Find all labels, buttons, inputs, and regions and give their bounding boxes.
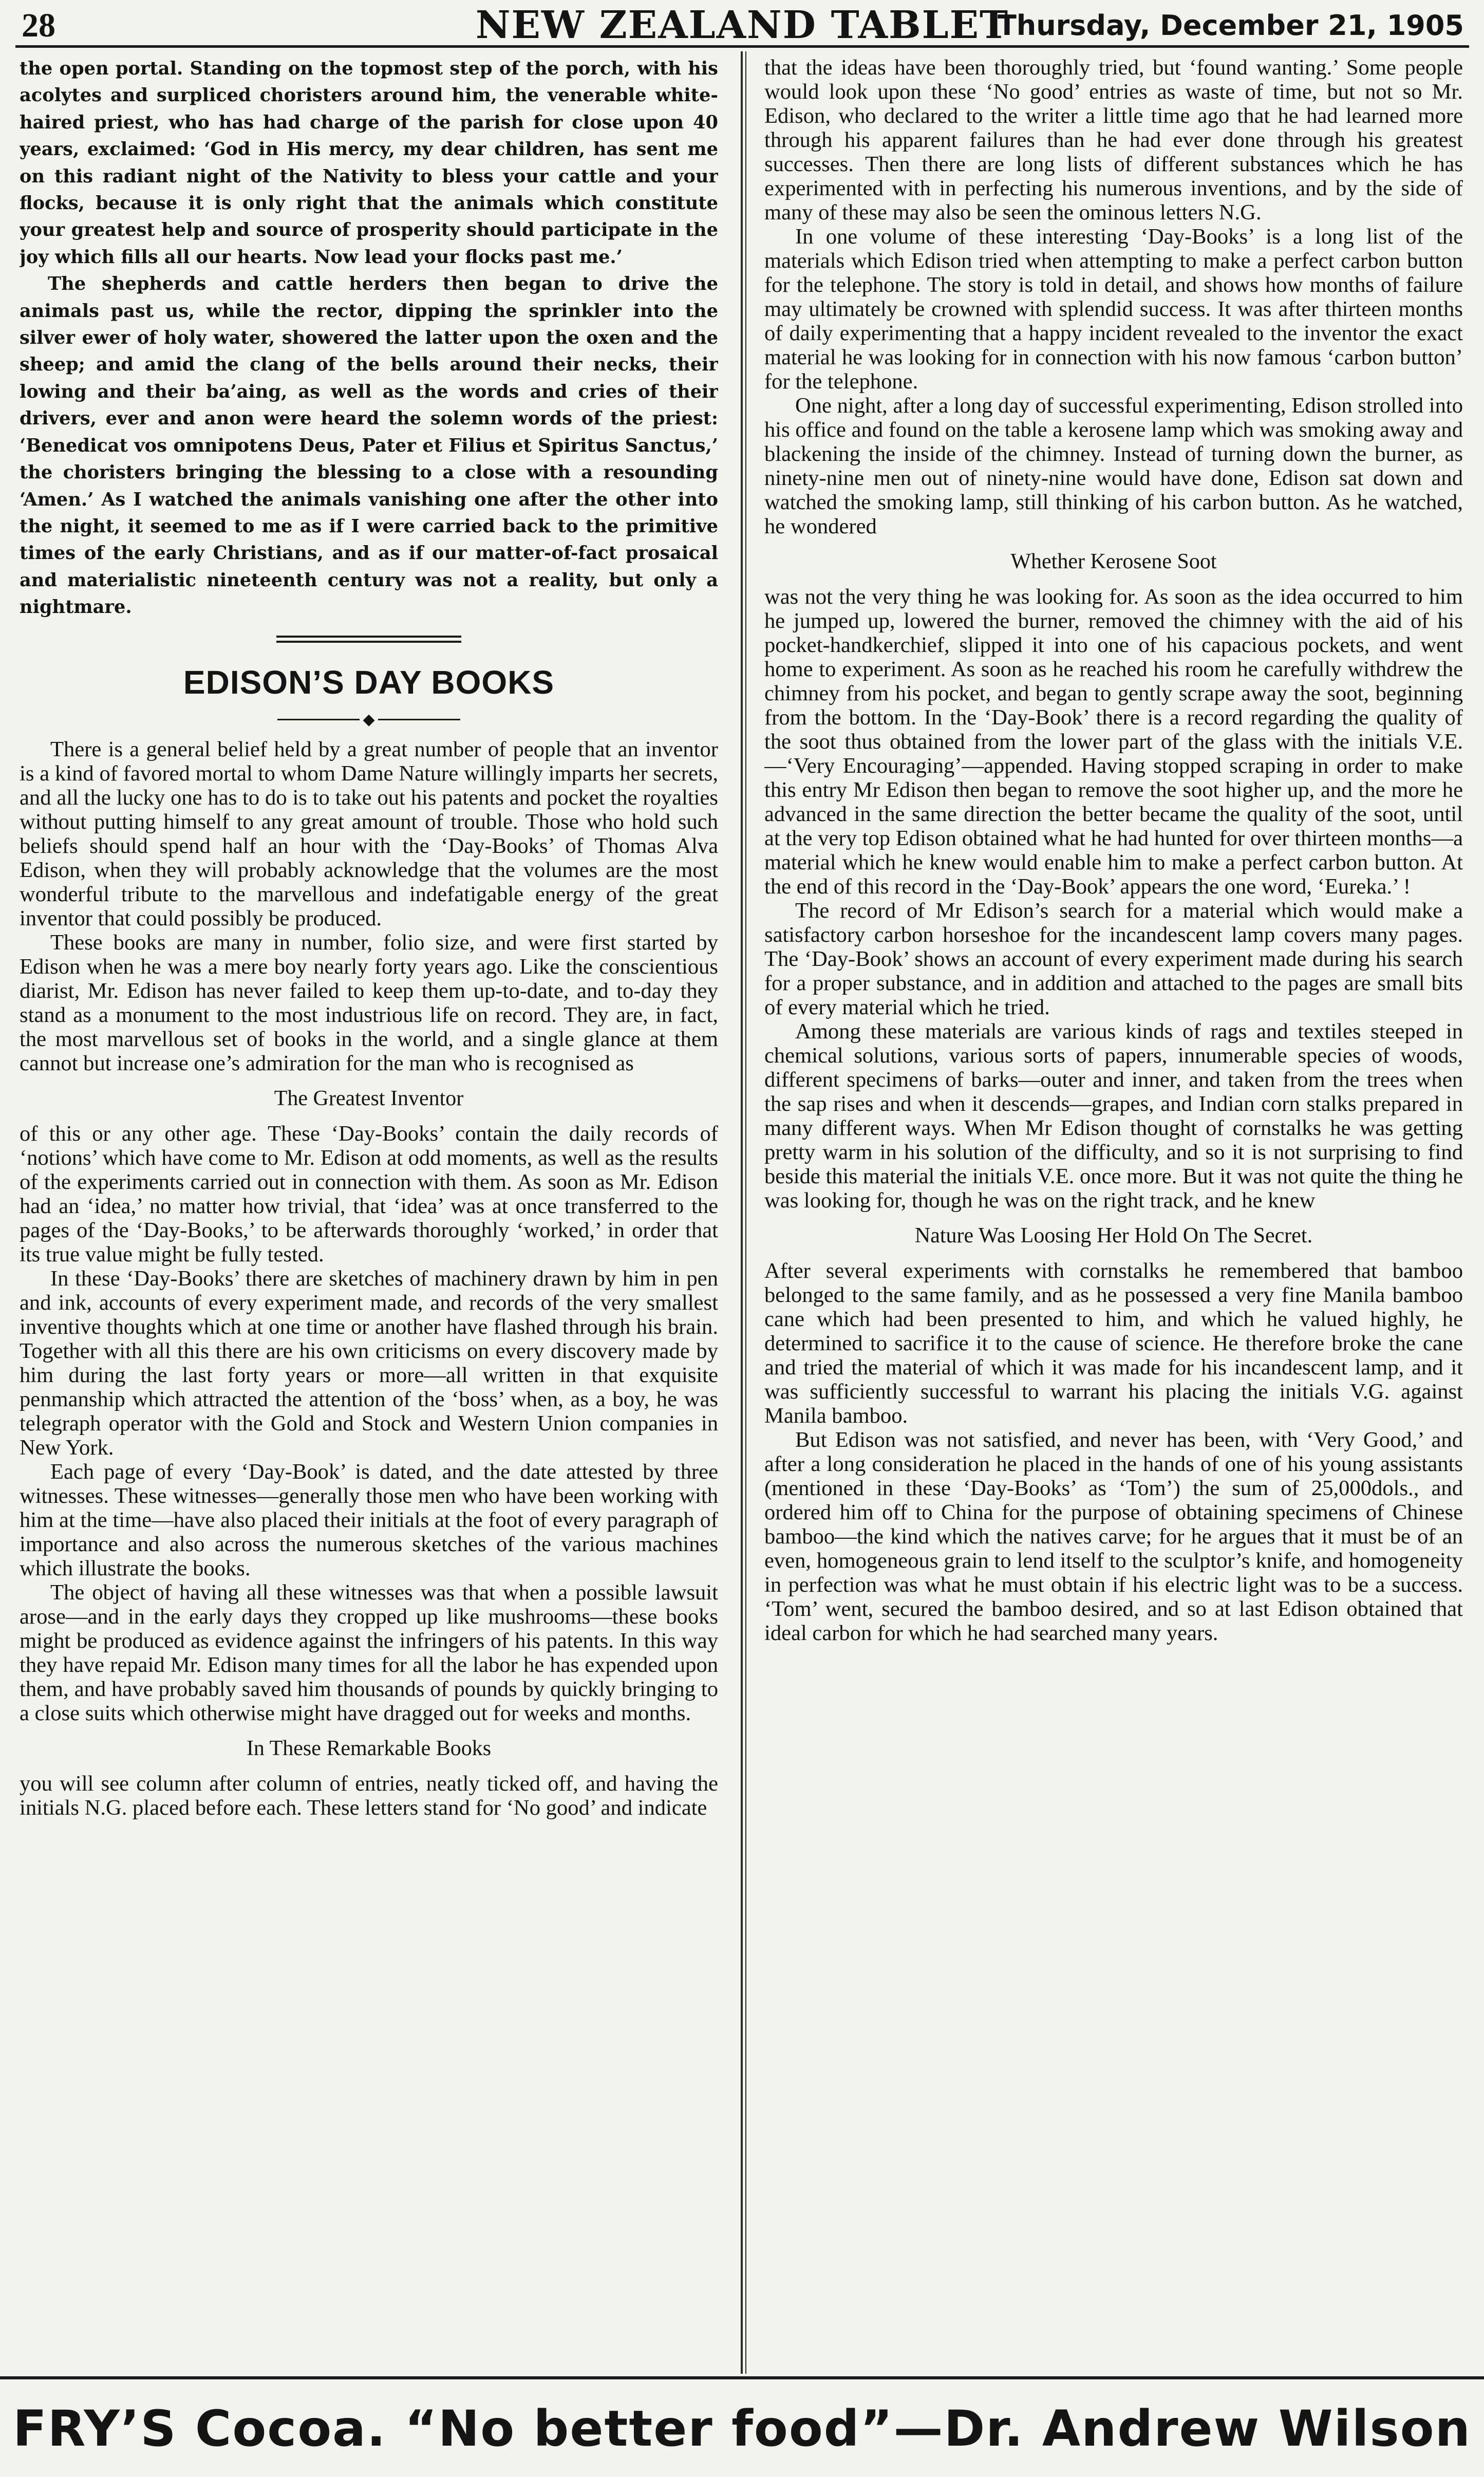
paragraph: These books are many in number, folio size, and were first started by Edison when he was a mere boy nearly forty years ago. Like the conscientious diarist, Mr. Edison has never failed to keep them up-to-date, and to-day they stand as a monument to the most industrious life on record. They are, in fact, the most marvellous set of books in the world, and a single glance at them cannot but increase one’s admiration for the man who is recognised as (20, 930, 718, 1075)
paragraph: The object of having all these witnesses was that when a possible lawsuit arose—and in the early days they cropped up like mushrooms—these books might be produced as evidence against the infringers of his patents. In this way they have repaid Mr. Edison many times for all the labor he has expended upon them, and have probably saved him thousands of pounds by quickly bringing to a close suits which otherwise might have dragged out for weeks and months. (20, 1580, 718, 1725)
masthead (15, 4, 1469, 48)
paragraph: of this or any other age. These ‘Day-Books’ contain the daily records of ‘notions’ which have come to Mr. Edison at odd moments, as well as the results of the experiments carried out in connection with them. As soon as Mr. Edison had an ‘idea,’ no matter how trivial, that ‘idea’ was at once transferred to the pages of the ‘Day-Books,’ to be afterwards thoroughly ‘worked,’ in order that its true value might be fully tested. (20, 1121, 718, 1267)
paragraph: After several experiments with cornstalks he remembered that bamboo belonged to the same family, and as he possessed a very fine Manila bamboo cane which had been presented to him, and which he valued highly, he determined to sacrifice it to the cause of science. He therefore broke the cane and tried the material of which it was made for his incandescent lamp, and it was sufficiently successful to warrant his placing the initials V.G. against Manila bamboo. (764, 1259, 1463, 1428)
paragraph: the open portal. Standing on the topmost step of the porch, with his acolytes and surpliced choristers around him, the venerable white-haired priest, who has had charge of the parish for close upon 40 years, exclaimed: ‘God in His mercy, my dear children, has sent me on this radiant night of the Nativity to bless your cattle and your flocks, because it is only right that the animals which constitute your greatest help and source of prosperity should participate in the joy which fills all our hearts. Now lead your flocks past me.’ (20, 58, 718, 268)
issue-date: Thursday, December 21, 1905 (997, 9, 1464, 42)
right-column (764, 55, 1463, 2352)
paragraph: In one volume of these interesting ‘Day-Books’ is a long list of the materials which Edison tried when attempting to make a perfect carbon button for the telephone. The story is told in detail, and shows how months of failure may ultimately be crowned with splendid success. It was after thirteen months of daily experimenting that a happy incident revealed to the inventor the exact material he was looking for in connection with his now famous ‘carbon button’ for the telephone. (764, 225, 1463, 394)
paragraph: In these ‘Day-Books’ there are sketches of machinery drawn by him in pen and ink, accounts of every experiment made, and records of the very smallest inventive thoughts which at one time or another have flashed through his brain. Together with all this there are his own criticisms on every discovery made by him during the last forty years or more—all written in that exquisite penmanship which attracted the attention of the ‘boss’ when, as a boy, he was telegraph operator with the Gold and Stock and Western Union companies in New York. (20, 1266, 718, 1460)
diamond-icon: ◆ (363, 711, 375, 728)
title-ornament (20, 707, 718, 730)
article-title: EDISON’S DAY BOOKS (183, 663, 555, 701)
paragraph: you will see column after column of entries, neatly ticked off, and having the initials N.G. placed before each. These letters stand for ‘No good’ and indicate (20, 1771, 718, 1820)
paragraph: was not the very thing he was looking for. As soon as the idea occurred to him he jumped up, lowered the burner, removed the chimney with the aid of his pocket-handkerchief, slipped it into one of his capacious pockets, and went home to experiment. As soon as he reached his room he carefully withdrew the chimney from his pocket, and began to gently scrape away the soot, beginning from the bottom. In the ‘Day-Book’ there is a record regarding the quality of the soot thus obtained from the lower part of the glass with the initials V.E.—‘Very Encouraging’—appended. Having stopped scraping in order to make this entry Mr Edison then began to remove the soot higher up, and the more he advanced in the same direction the better became the quality of the soot, until at the very top Edison obtained what he had hunted for over thirteen months—a material which he knew would enable him to make a perfect carbon button. At the end of this record in the ‘Day-Book’ appears the one word, ‘Eureka.’ ! (764, 585, 1463, 899)
subheading: Whether Kerosene Soot (1010, 550, 1217, 573)
paragraph: Among these materials are various kinds of rags and textiles steeped in chemical solutions, various sorts of papers, innumerable species of woods, different specimens of barks—outer and inner, and taken from the trees when the sap rises and when it descends—grapes, and Indian corn stalks prepared in many different ways. When Mr Edison thought of cornstalks he was getting pretty warm in his solution of the difficulty, and so it is not surprising to find beside this material the initials V.E. once more. But it was not quite the thing he was looking for, though he was on the right track, and he knew (764, 1019, 1463, 1213)
ornament-bar (277, 719, 360, 720)
subheading: In These Remarkable Books (246, 1736, 492, 1760)
subheading: The Greatest Inventor (274, 1086, 464, 1110)
paragraph: Each page of every ‘Day-Book’ is dated, and the date attested by three witnesses. These witnesses—generally those men who have been working with him at the time—have also placed their initials at the foot of every paragraph of importance and also across the numerous sketches of the various machines which illustrate the books. (20, 1459, 718, 1580)
column-divider (745, 51, 746, 2374)
subheading: Nature Was Loosing Her Hold On The Secret. (914, 1224, 1313, 1247)
paragraph: There is a general belief held by a great number of people that an inventor is a kind of favored mortal to whom Dame Nature willingly imparts her secrets, and all the lucky one has to do is to take out his patents and pocket the royalties without putting himself to any great amount of trouble. Those who hold such beliefs should spend half an hour with the ‘Day-Books’ of Thomas Alva Edison, when they will probably acknowledge that the volumes are the most wonderful tribute to the marvellous and indefatigable energy of the great inventor that could possibly be produced. (20, 737, 718, 930)
section-divider (276, 636, 461, 643)
page-number: 28 (22, 7, 55, 44)
ornament-bar (378, 719, 460, 720)
left-column (20, 55, 718, 2352)
column-divider (741, 51, 743, 2374)
paragraph: One night, after a long day of successful experimenting, Edison strolled into his office and found on the table a kerosene lamp which was smoking away and blackening the inside of the chimney. Instead of turning down the burner, as ninety-nine men out of ninety-nine would have done, Edison sat down and watched the smoking lamp, still thinking of his carbon button. As he watched, he wondered (764, 394, 1463, 538)
footer-advertisement (0, 2376, 1484, 2477)
paragraph: The record of Mr Edison’s search for a material which would make a satisfactory carbon horseshoe for the incandescent lamp covers many pages. The ‘Day-Book’ shows an account of every experiment made during his search for a proper substance, and in addition and attached to the pages are small bits of every material which he tried. (764, 899, 1463, 1019)
paper-name: NEW ZEALAND TABLET (475, 3, 1009, 47)
paragraph: that the ideas have been thoroughly tried, but ‘found wanting.’ Some people would look upon these ‘No good’ entries as waste of time, but not so Mr. Edison, who declared to the writer a little time ago that he had learned more through his apparent failures than he had ever done through his greatest successes. Then there are long lists of different substances which he has experimented with in perfecting his numerous inventions, and by the side of many of these may also be seen the ominous letters N.G. (764, 55, 1463, 225)
paragraph: But Edison was not satisfied, and never has been, with ‘Very Good,’ and after a long consideration he placed in the hands of one of his young assistants (mentioned in these ‘Day-Books’ as ‘Tom’) the sum of 25,000dols., and ordered him off to China for the purpose of obtaining specimens of Chinese bamboo—the kind which the natives carve; for he argues that it must be of an even, homogeneous grain to lend itself to the sculptor’s knife, and homogeneity in perfection was what he must obtain if his electric light was to be a success. ‘Tom’ went, secured the bamboo desired, and so at last Edison obtained that ideal carbon for which he had searched many years. (764, 1428, 1463, 1645)
advertisement-text: FRY’S Cocoa. “No better food”—Dr. Andrew Wilson (13, 2400, 1471, 2457)
paragraph: The shepherds and cattle herders then began to drive the animals past us, while the rector, dipping the sprinkler into the silver ewer of holy water, showered the latter upon the oxen and the sheep; and amid the clang of the bells around their necks, their lowing and their ba’aing, as well as the words and cries of their drivers, ever and anon were heard the solemn words of the priest: ‘Benedicat vos omnipotens Deus, Pater et Filius et Spiritus Sanctus,’ the choristers bringing the blessing to a close with a resounding ‘Amen.’ As I watched the animals vanishing one after the other into the night, it seemed to me as if I were carried back to the primitive times of the early Christians, and as if our matter-of-fact prosaical and materialistic nineteenth century was not a reality, but only a nightmare. (20, 273, 718, 618)
article-body (20, 737, 718, 1820)
previous-story-ending (20, 55, 718, 621)
